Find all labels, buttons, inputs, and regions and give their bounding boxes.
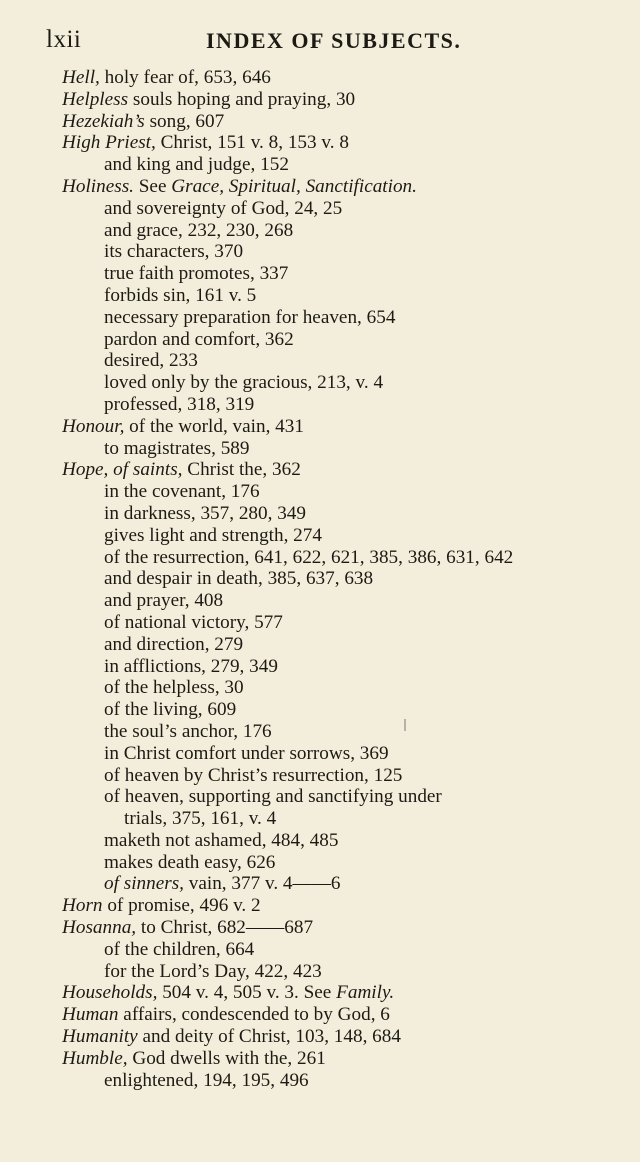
index-subentry: [62, 241, 614, 263]
index-subentry: [62, 852, 614, 874]
page-title: INDEX OF SUBJECTS.: [206, 28, 462, 53]
index-heading-entry: [62, 416, 614, 438]
entry-heading: Hezekiah’s: [62, 110, 145, 132]
entry-text: 504 v. 4, 505 v. 3. See: [157, 982, 337, 1004]
entry-text: in Christ comfort under sorrows, 369: [104, 742, 389, 764]
entry-text: gives light and strength, 274: [104, 524, 322, 546]
index-entries: [62, 67, 614, 1091]
entry-text: maketh not ashamed, 484, 485: [104, 829, 339, 851]
entry-text: pardon and comfort, 362: [104, 328, 294, 350]
entry-text: souls hoping and praying, 30: [128, 88, 356, 110]
entry-text: of the resurrection, 641, 622, 621, 385, 386, 631, 642: [104, 546, 514, 568]
index-heading-entry: [62, 895, 614, 917]
index-subentry: [62, 263, 614, 285]
index-heading-entry: [62, 1026, 614, 1048]
index-heading-entry: [62, 132, 614, 154]
index-heading-entry: [62, 111, 614, 133]
entry-text: and sovereignty of God, 24, 25: [104, 197, 343, 219]
entry-text: Christ, 151 v. 8, 153 v. 8: [155, 132, 349, 154]
entry-heading: Human: [62, 1004, 119, 1026]
index-subentry: [62, 721, 614, 743]
index-heading-entry: [62, 917, 614, 939]
entry-text: enlightened, 194, 195, 496: [104, 1069, 309, 1091]
entry-text: of heaven by Christ’s resurrection, 125: [104, 764, 403, 786]
entry-text: makes death easy, 626: [104, 851, 276, 873]
entry-heading: High Priest,: [62, 132, 156, 154]
index-subentry: [62, 372, 614, 394]
entry-text: God dwells with the, 261: [127, 1047, 326, 1069]
entry-text: to magistrates, 589: [104, 437, 250, 459]
index-subentry: [62, 677, 614, 699]
index-subentry: [62, 285, 614, 307]
entry-text: forbids sin, 161 v. 5: [104, 284, 257, 306]
index-subentry: [62, 634, 614, 656]
entry-heading: Helpless: [62, 88, 129, 110]
entry-text: See: [133, 175, 172, 197]
index-subentry: [62, 590, 614, 612]
index-heading-entry: [62, 67, 614, 89]
index-subentry: [62, 547, 614, 569]
entry-heading: Humble,: [62, 1047, 128, 1069]
index-subentry: [62, 961, 614, 983]
index-subentry: [62, 350, 614, 372]
index-subentry: [62, 394, 614, 416]
entry-text: and despair in death, 385, 637, 638: [104, 568, 374, 590]
entry-text: the soul’s anchor, 176: [104, 720, 272, 742]
index-subentry: [62, 568, 614, 590]
entry-text: professed, 318, 319: [104, 393, 255, 415]
page-number: lxii: [46, 26, 82, 53]
entry-text: of the helpless, 30: [104, 677, 244, 699]
entry-text: song, 607: [144, 110, 225, 132]
entry-cross-reference: Family.: [336, 982, 395, 1004]
entry-heading: Holiness.: [62, 175, 134, 197]
entry-text: of the children, 664: [104, 938, 255, 960]
index-heading-entry: [62, 459, 614, 481]
index-subentry: [62, 808, 614, 830]
index-subentry: [62, 765, 614, 787]
entry-text: Christ the, 362: [182, 459, 301, 481]
entry-text: trials, 375, 161, v. 4: [124, 808, 277, 830]
ink-mark: [404, 719, 406, 731]
index-heading-entry: [62, 1004, 614, 1026]
index-subentry: [62, 939, 614, 961]
entry-text: of promise, 496 v. 2: [102, 895, 261, 917]
entry-text: and grace, 232, 230, 268: [104, 219, 294, 241]
index-subentry: [62, 830, 614, 852]
entry-text: for the Lord’s Day, 422, 423: [104, 960, 322, 982]
entry-text: of the living, 609: [104, 699, 237, 721]
entry-heading: of sinners,: [104, 873, 184, 895]
entry-text: affairs, condescended to by God, 6: [118, 1004, 390, 1026]
entry-cross-reference: Grace, Spiritual, Sanctification.: [171, 175, 417, 197]
index-subentry: [62, 656, 614, 678]
index-subentry: [62, 481, 614, 503]
index-subentry: [62, 786, 614, 808]
index-subentry: [62, 503, 614, 525]
page-header: [46, 22, 614, 58]
index-subentry: [62, 612, 614, 634]
entry-text: loved only by the gracious, 213, v. 4: [104, 372, 384, 394]
index-subentry: [62, 1070, 614, 1092]
entry-heading: Hell,: [62, 67, 100, 88]
entry-text: vain, 377 v. 4——6: [183, 873, 341, 895]
index-subentry: [62, 154, 614, 176]
entry-text: and king and judge, 152: [104, 154, 289, 176]
index-subentry: [62, 873, 614, 895]
entry-text: of heaven, supporting and sanctifying under: [104, 786, 442, 808]
entry-text: and deity of Christ, 103, 148, 684: [137, 1026, 401, 1048]
entry-heading: Honour,: [62, 415, 125, 437]
index-subentry: [62, 438, 614, 460]
entry-text: and prayer, 408: [104, 590, 224, 612]
index-subentry: [62, 699, 614, 721]
index-subentry: [62, 743, 614, 765]
entry-text: and direction, 279: [104, 633, 244, 655]
entry-heading: Horn: [62, 895, 103, 917]
entry-heading: Humanity: [62, 1026, 138, 1048]
entry-heading: Hosanna,: [62, 917, 137, 939]
entry-text: true faith promotes, 337: [104, 263, 289, 285]
entry-text: of national victory, 577: [104, 611, 283, 633]
index-subentry: [62, 198, 614, 220]
entry-text: in darkness, 357, 280, 349: [104, 502, 306, 524]
entry-text: holy fear of, 653, 646: [99, 67, 271, 88]
entry-text: in the covenant, 176: [104, 481, 260, 503]
index-subentry: [62, 307, 614, 329]
entry-heading: Households,: [62, 982, 158, 1004]
index-heading-entry: [62, 89, 614, 111]
entry-text: necessary preparation for heaven, 654: [104, 306, 396, 328]
entry-text: to Christ, 682——687: [136, 917, 314, 939]
index-subentry: [62, 329, 614, 351]
index-subentry: [62, 525, 614, 547]
entry-text: of the world, vain, 431: [124, 415, 304, 437]
index-heading-entry: [62, 982, 614, 1004]
entry-text: in afflictions, 279, 349: [104, 655, 278, 677]
index-subentry: [62, 220, 614, 242]
entry-text: desired, 233: [104, 350, 198, 372]
entry-text: its characters, 370: [104, 241, 244, 263]
index-heading-entry: [62, 176, 614, 198]
entry-heading: Hope, of saints,: [62, 459, 183, 481]
index-heading-entry: [62, 1048, 614, 1070]
